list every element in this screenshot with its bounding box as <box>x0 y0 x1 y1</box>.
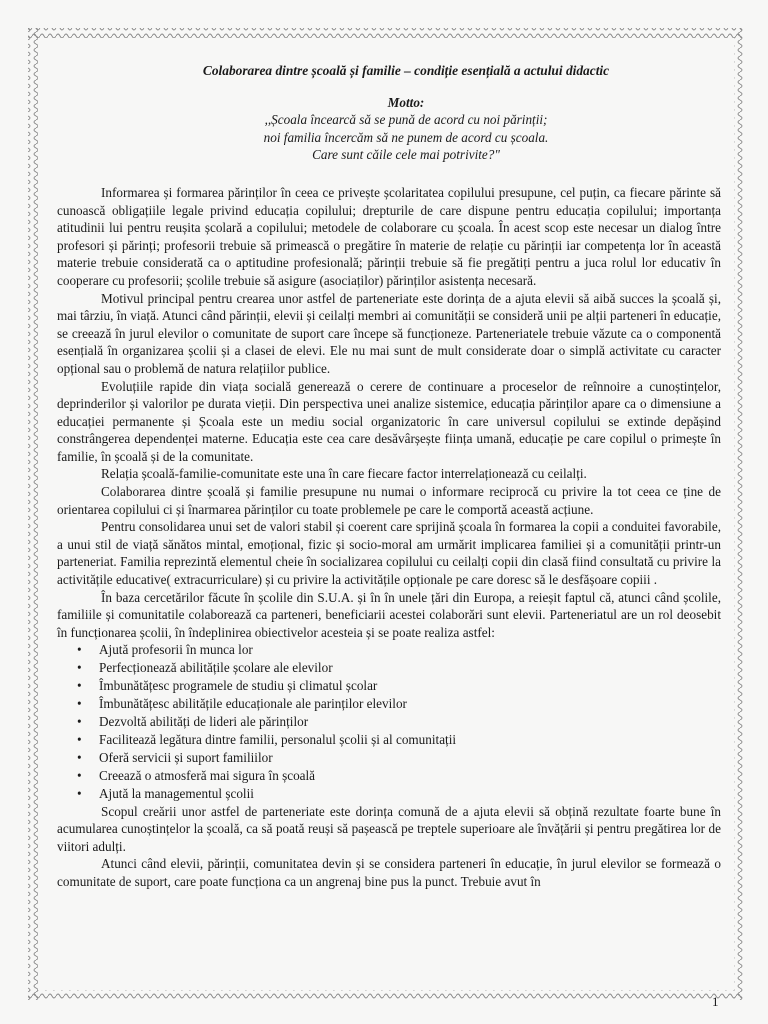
bullet-icon: • <box>77 696 82 712</box>
benefits-list <box>57 641 721 802</box>
list-item <box>77 695 721 713</box>
motto-block <box>57 94 721 164</box>
paragraph: Relația școală-familie-comunitate este una în care fiecare factor interrelaționează cu ceilalți. <box>101 466 587 482</box>
paragraph: Colaborarea dintre școală și familie presupune nu numai o informare reciprocă cu privire la tot ceea ce ține de orientarea copilului ci și înarmarea părinților cu toate problemele pe care le comportă această acțiune. <box>57 484 721 517</box>
page-number: 1 <box>712 994 719 1009</box>
bullet-icon: • <box>77 767 82 783</box>
bullet-icon: • <box>77 714 82 730</box>
list-item-text: Oferă servicii și suport familiilor <box>99 749 273 765</box>
paragraph: Pentru consolidarea unui set de valori stabil și coerent care sprijină școala în formarea la copii a conduitei favorabile, a unui stil de viață sănătos mintal, emoțional, fizic și socio-moral am urmărit implicarea familiei și a comunității printr-un parteneriat. Familia reprezintă elementul cheie în socializarea copilului cu ceilalți copii din clasă fiind consultată cu privire la activitățile educative( extracurriculare) și cu privire la activitățile opționale pe care doresc să le desfășoare copiii . <box>57 519 721 588</box>
list-item <box>77 677 721 695</box>
paragraph: Informarea și formarea părinților în ceea ce privește școlaritatea copilului presupune, cel puțin, ca fiecare părinte să cunoască obligațiile legale privind educația copilului; drepturile de care dispune pentru educația copilului; importanța atitudinii lui pentru reușita școlară a copilului; metodele de colaborare cu școala. În acest scop este necesar un dialog între profesori și părinți; profesorii trebuie să primească o pregătire în materie de relație cu părinții iar competența lor în această materie trebuie considerată ca o aptitudine profesională; părinții trebuie să fie pregătiți pentru a juca rolul lor educativ în cooperare cu profesorii; școlile trebuie să asigure (asociaților) părinților asistența necesară. <box>57 184 721 288</box>
list-item-text: Ajută la managementul școlii <box>99 785 254 801</box>
document-title: Colaborarea dintre școală și familie – condiție esențială a actului didactic <box>202 63 610 78</box>
paragraph: Scopul creării unor astfel de parteneriate este dorința comună de a ajuta elevii să obțină rezultate foarte bune în acumularea cunoștințelor la școală, ca să poată reuși să pașească pe treptele superioare ale învățării și pentru pregătirea lor de viitori adulți. <box>57 803 721 854</box>
list-item <box>77 767 721 785</box>
bullet-icon: • <box>77 749 82 765</box>
motto-line: noi familia încercăm să ne punem de acord cu școala. <box>263 129 549 145</box>
list-item-text: Îmbunătățesc abilitățile educaționale ale parinților elevilor <box>99 696 407 712</box>
list-item-text: Îmbunătățesc programele de studiu și climatul școlar <box>99 678 378 694</box>
list-item <box>77 713 721 731</box>
list-item-text: Creează o atmosferă mai sigura în școală <box>99 767 316 783</box>
paragraph: Atunci când elevii, părinții, comunitatea devin și se considera parteneri în educație, în jurul elevilor se formează o comunitate de suport, care poate funcționa ca un angrenaj bine pus la punct. Trebuie avut în <box>57 856 721 889</box>
list-item <box>77 749 721 767</box>
list-item <box>77 731 721 749</box>
bullet-icon: • <box>77 678 82 694</box>
paragraph: În baza cercetărilor făcute în școlile din S.U.A. și în în unele țări din Europa, a reieșit faptul că, atunci când școlile, familiile și comunitatile colaborează ca parteneri, beneficiarii acestei colaborări sunt elevii. Parteneriatul are un rol deosebit în funcționarea școlii, în îndeplinirea obiectivelor acesteia și se poate realiza astfel: <box>57 589 721 640</box>
list-item <box>77 659 721 677</box>
list-item-text: Facilitează legătura dintre familii, personalul școlii și al comunitații <box>99 731 457 747</box>
list-item-text: Dezvoltă abilități de lideri ale părinților <box>99 714 309 730</box>
paragraph: Evoluțiile rapide din viața socială generează o cerere de continuare a proceselor de reînnoire a cunoștințelor, deprinderilor și valorilor pe durata vieții. Din perspectiva unei analize sistemice, educația părinților apare ca o dimensiune a educației permanente și Școala este un mediu social organizatoric în care universul copilului se extinde depășind constrângerea dependenței materne. Educația este cea care desăvârșește ființa umană, educație pe care copilul o primește în familie, în școală și de la comunitate. <box>57 378 721 464</box>
list-item-text: Perfecționează abilitățile școlare ale elevilor <box>99 660 333 676</box>
list-item <box>77 641 721 659</box>
document-body <box>57 62 721 891</box>
list-item-text: Ajută profesorii în munca lor <box>99 642 253 658</box>
list-item <box>77 785 721 803</box>
bullet-icon: • <box>77 642 82 658</box>
paragraph: Motivul principal pentru crearea unor astfel de parteneriate este dorința de a ajuta elevii să aibă succes la școală și, mai târziu, în viață. Atunci când părinții, elevii și ceilalți membri ai comunității se consideră unii pe alții parteneri în educație, se creează în jurul elevilor o comunitate de suport care începe să funcționeze. Parteneriatele trebuie văzute ca o componentă esențială în organizarea școlii și a clasei de elevi. Ele nu mai sunt de mult considerate doar o simplă activitate cu caracter opțional sau o problemă de natura relațiilor publice. <box>57 290 721 376</box>
motto-line: Care sunt căile cele mai potrivite?" <box>312 147 500 163</box>
motto-line: ,,Școala încearcă să se pună de acord cu noi părinții; <box>264 112 548 128</box>
bullet-icon: • <box>77 660 82 676</box>
bullet-icon: • <box>77 731 82 747</box>
bullet-icon: • <box>77 785 82 801</box>
motto-label: Motto: <box>387 94 425 110</box>
